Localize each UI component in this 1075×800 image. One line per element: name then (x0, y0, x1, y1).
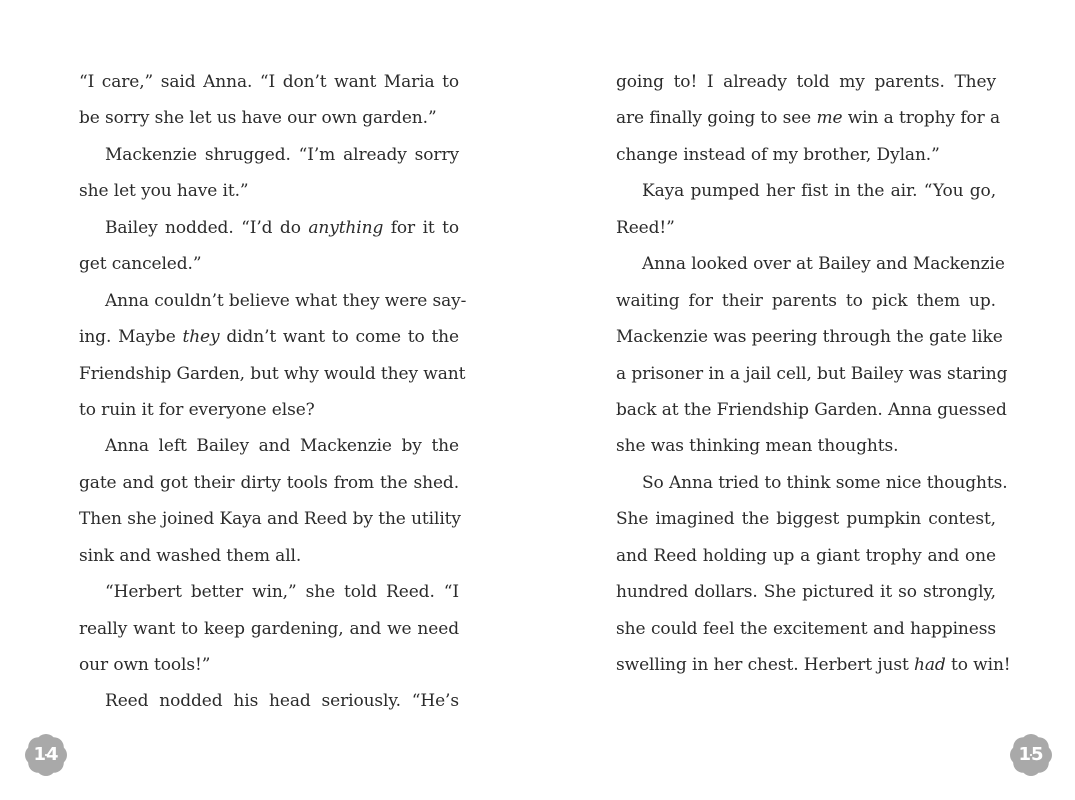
emphasis-text: they (182, 327, 220, 348)
text-line (616, 283, 996, 319)
text-segment: and Reed holding up a giant trophy and one (616, 545, 996, 566)
text-segment: swelling in her chest. Herbert just (616, 655, 915, 675)
text-segment: Mackenzie was peering through the gate like (616, 327, 1003, 348)
text-line (79, 246, 459, 282)
text-segment: going to! I already told my parents. They (616, 72, 996, 92)
text-line (79, 356, 466, 392)
text-line (616, 501, 996, 537)
text-line (616, 100, 1001, 136)
text-segment: didn’t want to come to the (219, 327, 459, 348)
text-line (79, 647, 459, 683)
text-segment: sink and washed them all. (79, 545, 302, 566)
text-line (616, 246, 1005, 282)
text-segment: Friendship Garden, but why would they want (79, 363, 466, 384)
text-segment: to ruin it for everyone else? (79, 399, 315, 420)
text-segment: Reed!” (616, 217, 675, 238)
text-segment: Anna looked over at Bailey and Mackenzie (642, 254, 1005, 275)
text-line (79, 319, 459, 355)
text-segment: Anna left Bailey and Mackenzie by the (105, 436, 459, 457)
text-line (79, 392, 459, 428)
page-number-badge-right (1010, 734, 1052, 776)
right-page-text (616, 64, 1011, 683)
text-line (616, 465, 1008, 501)
text-line (79, 501, 459, 537)
text-line (79, 538, 459, 574)
text-segment: for it to (383, 217, 459, 238)
text-segment: win a trophy for a (842, 108, 1001, 129)
text-segment: Anna couldn’t believe what they were say- (105, 290, 467, 311)
text-segment: really want to keep gardening, and we need (79, 618, 459, 639)
text-line (79, 137, 459, 173)
text-line (79, 611, 459, 647)
text-line (616, 538, 996, 574)
text-line (616, 137, 996, 173)
left-page-text (79, 64, 467, 720)
text-line (616, 173, 996, 209)
text-line (616, 392, 1007, 428)
text-segment: “Herbert better win,” she told Reed. “I (105, 582, 459, 603)
text-segment: Then she joined Kaya and Reed by the utility (79, 509, 461, 530)
emphasis-text: had (914, 655, 946, 675)
text-line (79, 100, 459, 136)
text-segment: hundred dollars. She pictured it so strongly, (616, 582, 996, 603)
text-segment: Kaya pumped her fist in the air. “You go, (642, 181, 996, 202)
text-segment: change instead of my brother, Dylan.” (616, 144, 940, 165)
text-line (616, 647, 1011, 683)
text-segment: back at the Friendship Garden. Anna guessed (616, 399, 1007, 420)
text-segment: she could feel the excitement and happiness (616, 618, 996, 639)
text-segment: get canceled.” (79, 254, 202, 275)
text-line (616, 356, 1008, 392)
text-segment: She imagined the biggest pumpkin contest, (616, 509, 996, 530)
text-line (616, 64, 996, 100)
emphasis-text: anything (308, 217, 384, 238)
text-line (79, 683, 459, 719)
text-segment: Mackenzie shrugged. “I’m already sorry (105, 144, 459, 165)
text-line (616, 574, 996, 610)
text-line (79, 283, 467, 319)
text-segment: So Anna tried to think some nice thoughts. (642, 472, 1008, 493)
text-line (79, 574, 459, 610)
text-segment: a prisoner in a jail cell, but Bailey was staring (616, 363, 1008, 384)
page-number-right: 15 (1018, 744, 1044, 765)
text-line (79, 173, 459, 209)
text-segment: Bailey nodded. “I’d do (105, 217, 309, 238)
text-segment: be sorry she let us have our own garden.” (79, 108, 437, 129)
text-line (79, 210, 459, 246)
text-line (616, 319, 1003, 355)
text-line (79, 465, 459, 501)
emphasis-text: me (816, 108, 843, 129)
text-segment: to win! (945, 655, 1011, 675)
text-segment: waiting for their parents to pick them up. (616, 290, 996, 311)
text-segment: are finally going to see (616, 108, 817, 129)
text-segment: she let you have it.” (79, 181, 249, 202)
text-line (79, 64, 459, 100)
text-segment: she was thinking mean thoughts. (616, 436, 899, 457)
text-line (616, 210, 996, 246)
text-segment: Reed nodded his head seriously. “He’s (105, 691, 459, 712)
text-line (616, 428, 996, 464)
text-segment: ing. Maybe (79, 327, 183, 348)
text-line (79, 428, 459, 464)
text-segment: our own tools!” (79, 655, 211, 675)
text-segment: gate and got their dirty tools from the shed. (79, 472, 459, 493)
text-line (616, 611, 996, 647)
page-number-left: 14 (33, 744, 59, 765)
text-segment: “I care,” said Anna. “I don’t want Maria to (79, 72, 459, 92)
page-number-badge-left (25, 734, 67, 776)
